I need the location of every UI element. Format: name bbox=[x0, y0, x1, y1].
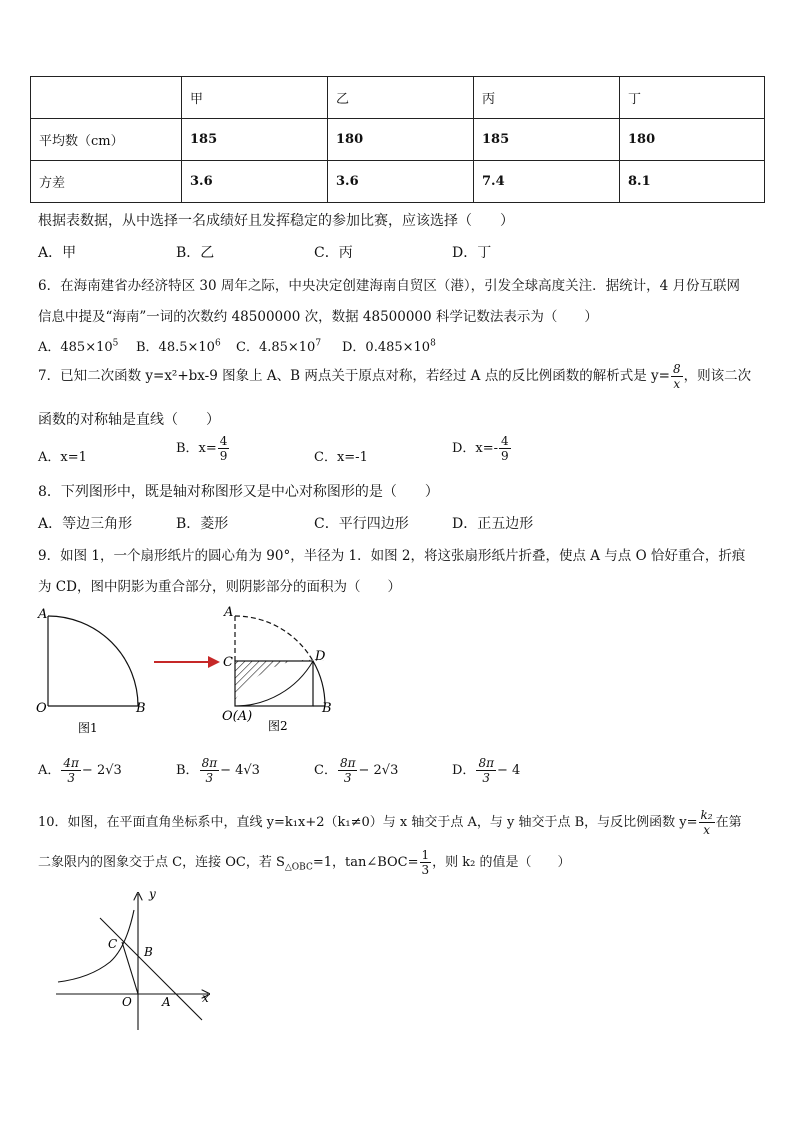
q10-tan-fraction bbox=[420, 848, 432, 877]
table-row bbox=[31, 161, 765, 203]
q7-fraction bbox=[671, 362, 683, 391]
q10-line2 bbox=[38, 848, 571, 877]
q9-line2: 为 CD，图中阴影为重合部分，则阴影部分的面积为（ ） bbox=[38, 579, 401, 595]
q7-option-d-num: 4 bbox=[501, 434, 509, 448]
q10-label-y: y bbox=[149, 890, 156, 901]
table-header-row bbox=[31, 77, 765, 119]
table-header-cell: 甲 bbox=[182, 77, 328, 119]
q9-fig1-label-b: B bbox=[136, 701, 146, 716]
q9-fig2-label-o: O(A) bbox=[222, 709, 253, 724]
q10-line2-a: 二象限内的图象交于点 C，连接 OC，若 S bbox=[38, 855, 285, 870]
q10-line2-c: ，则 k₂ 的值是（ ） bbox=[432, 855, 571, 870]
q10-segment-oc bbox=[122, 942, 138, 994]
table-cell: 8.1 bbox=[620, 161, 765, 203]
q10-line2-b: =1，tan∠BOC= bbox=[312, 855, 419, 870]
q7-line1 bbox=[38, 362, 751, 391]
q9-fig2-label-a: A bbox=[224, 605, 234, 620]
q9-option-b-fraction bbox=[200, 756, 220, 785]
q8-option-c: C．平行四边形 bbox=[314, 516, 409, 532]
q7-option-b-fraction bbox=[218, 434, 230, 463]
q7-frac-num: 8 bbox=[672, 362, 681, 376]
table-cell: 3.6 bbox=[328, 161, 474, 203]
q9-fig2-label-c: C bbox=[223, 655, 233, 670]
q7-option-b-den: 9 bbox=[219, 449, 228, 463]
q9-option-c-num: 8π bbox=[339, 756, 356, 770]
q10-line bbox=[100, 918, 202, 1020]
q6-option-b bbox=[136, 336, 221, 355]
q10-line1-a: 10．如图，在平面直角坐标系中，直线 y=k₁x+2（k₁≠0）与 x 轴交于点 A，与 y 轴交于点 B，与反比例函数 y= bbox=[38, 815, 698, 830]
q5-stem: 根据表数据，从中选择一名成绩好且发挥稳定的参加比赛，应该选择（ ） bbox=[38, 213, 514, 229]
q10-figure bbox=[50, 890, 220, 1035]
q9-option-b-letter: B． bbox=[176, 763, 199, 778]
table-header-cell: 丙 bbox=[474, 77, 620, 119]
q7-option-c: C．x=-1 bbox=[314, 450, 368, 465]
q10-line1-b: 在第 bbox=[715, 815, 742, 830]
q5-option-c: C．丙 bbox=[314, 245, 353, 261]
q9-option-b-num: 8π bbox=[201, 756, 218, 770]
q9-line1: 9．如图 1，一个扇形纸片的圆心角为 90°，半径为 1．如图 2，将这张扇形纸片折叠，使点 A 与点 O 恰好重合，折痕 bbox=[38, 548, 746, 564]
q8-stem: 8．下列图形中，既是轴对称图形又是中心对称图形的是（ ） bbox=[38, 484, 439, 500]
table-cell: 185 bbox=[182, 119, 328, 161]
q9-option-b-rest: − 4√3 bbox=[220, 763, 260, 778]
q9-option-d-fraction bbox=[476, 756, 496, 785]
q9-fig1-arc bbox=[48, 616, 138, 706]
q10-label-a: A bbox=[162, 995, 171, 1009]
q10-frac-num: k₂ bbox=[700, 808, 713, 822]
q10-label-b: B bbox=[144, 945, 153, 959]
q9-option-a-rest: − 2√3 bbox=[81, 763, 122, 778]
q9-option-c-den: 3 bbox=[343, 771, 352, 785]
q7-option-b-text: B．x= bbox=[176, 441, 217, 456]
q10-line1 bbox=[38, 808, 742, 837]
q8-option-d: D．正五边形 bbox=[452, 516, 534, 532]
q9-fig2-dashed-arc bbox=[235, 616, 313, 661]
q9-fig2-label-d: D bbox=[315, 649, 326, 664]
q9-fig2-arc bbox=[313, 661, 325, 706]
q9-option-d-num: 8π bbox=[478, 756, 494, 770]
q9-option-a-num: 4π bbox=[63, 756, 79, 770]
q6-option-d-text: D．0.485×10 bbox=[342, 340, 431, 355]
arrow-icon bbox=[154, 656, 220, 668]
q7-line2: 函数的对称轴是直线（ ） bbox=[38, 412, 220, 428]
q7-option-d-fraction bbox=[499, 434, 511, 463]
q7-line1-a: 7．已知二次函数 y=x²+bx-9 图象上 A、B 两点关于原点对称，若经过 A 点的反比例函数的解析式是 y= bbox=[38, 368, 670, 384]
q7-option-b bbox=[176, 434, 230, 463]
table-cell: 7.4 bbox=[474, 161, 620, 203]
q5-option-d: D．丁 bbox=[452, 245, 492, 261]
table-cell: 180 bbox=[620, 119, 765, 161]
q9-option-b-den: 3 bbox=[205, 771, 214, 785]
q7-frac-den: x bbox=[673, 377, 681, 391]
table-cell: 3.6 bbox=[182, 161, 328, 203]
q9-fig1-caption: 图1 bbox=[78, 721, 98, 735]
q9-option-a bbox=[38, 756, 122, 785]
q7-option-b-num: 4 bbox=[219, 434, 228, 448]
q5-option-a: A．甲 bbox=[38, 245, 77, 261]
q10-fraction bbox=[699, 808, 715, 837]
q10-tan-num: 1 bbox=[421, 848, 430, 862]
q6-line2: 信息中提及“海南”一词的次数约 48500000 次，数据 48500000 科学记数法表示为（ ） bbox=[38, 309, 598, 325]
table-header-cell bbox=[31, 77, 182, 119]
q9-option-a-fraction bbox=[61, 756, 81, 785]
q9-option-d-rest: − 4 bbox=[496, 763, 521, 778]
q9-option-c-fraction bbox=[338, 756, 358, 785]
q9-figure-1 bbox=[36, 607, 146, 735]
q10-label-o: O bbox=[122, 995, 132, 1009]
q9-option-c-letter: C． bbox=[314, 763, 337, 778]
q6-option-d bbox=[342, 336, 436, 355]
q9-fig2-caption: 图2 bbox=[268, 719, 288, 733]
q9-fig1-label-a: A bbox=[38, 607, 48, 622]
q9-option-a-den: 3 bbox=[67, 771, 75, 785]
q7-option-a: A．x=1 bbox=[38, 450, 87, 465]
q7-line1-b: ，则该二次 bbox=[683, 368, 752, 384]
q6-line1: 6．在海南建省办经济特区 30 周年之际，中央决定创建海南自贸区（港），引发全球高度关注．据统计，4 月份互联网 bbox=[38, 278, 740, 294]
q6-option-a-text: A．485×10 bbox=[38, 340, 113, 355]
table-cell: 185 bbox=[474, 119, 620, 161]
q8-option-a: A．等边三角形 bbox=[38, 516, 133, 532]
q10-hyperbola bbox=[58, 910, 134, 982]
q7-option-d-den: 9 bbox=[501, 449, 509, 463]
q9-figures bbox=[30, 600, 350, 740]
q6-option-c-text: C．4.85×10 bbox=[236, 340, 316, 355]
q9-option-a-letter: A． bbox=[38, 763, 61, 778]
q9-option-c bbox=[314, 756, 398, 785]
q10-label-c: C bbox=[108, 937, 118, 951]
q6-option-b-text: B．48.5×10 bbox=[136, 340, 215, 355]
q10-label-x: x bbox=[202, 991, 209, 1005]
q5-option-b: B．乙 bbox=[176, 245, 215, 261]
q10-frac-den: x bbox=[703, 823, 710, 837]
table-row bbox=[31, 119, 765, 161]
data-table bbox=[30, 76, 765, 203]
q10-tan-den: 3 bbox=[421, 863, 430, 877]
q6-option-d-exp: 8 bbox=[430, 338, 436, 349]
q6-option-c-exp: 7 bbox=[315, 338, 322, 349]
table-cell: 平均数（cm） bbox=[31, 119, 182, 161]
q6-option-c bbox=[236, 336, 321, 355]
q9-option-d bbox=[452, 756, 520, 785]
q9-option-d-den: 3 bbox=[482, 771, 491, 785]
q6-option-a-exp: 5 bbox=[112, 338, 119, 349]
table-cell: 180 bbox=[328, 119, 474, 161]
table-header-cell: 乙 bbox=[328, 77, 474, 119]
q6-option-b-exp: 6 bbox=[214, 338, 221, 349]
q9-option-b bbox=[176, 756, 260, 785]
q9-fig1-label-o: O bbox=[36, 701, 47, 716]
q10-line2-sub: △OBC bbox=[284, 862, 313, 873]
q9-fig2-label-b: B bbox=[322, 701, 332, 716]
q9-option-c-rest: − 2√3 bbox=[358, 763, 399, 778]
q9-option-d-letter: D． bbox=[452, 763, 476, 778]
q6-option-a bbox=[38, 336, 118, 355]
q8-option-b: B．菱形 bbox=[176, 516, 229, 532]
q9-figure-2 bbox=[222, 605, 332, 733]
table-cell: 方差 bbox=[31, 161, 182, 203]
q7-option-d-text: D．x=- bbox=[452, 441, 499, 456]
q7-option-d bbox=[452, 434, 512, 463]
table-header-cell: 丁 bbox=[620, 77, 765, 119]
